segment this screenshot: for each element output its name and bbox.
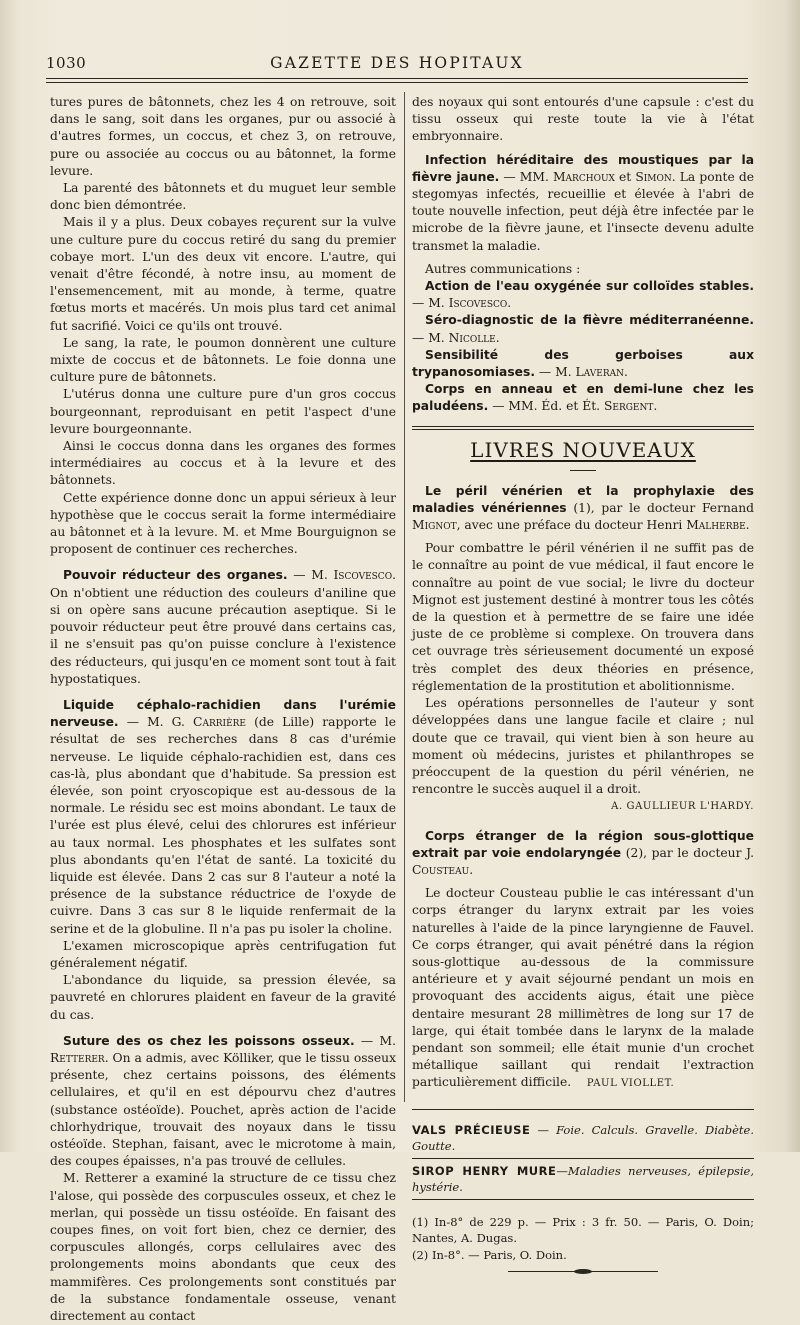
communication-item: Corps en anneau et en demi-lune chez les paludéens. — MM. Éd. et Ét. Sergent. <box>412 382 754 414</box>
section-moustiques: Infection héréditaire des moustiques par la fièvre jaune. — MM. Marchoux et Simon. La ponte de stegomyas infectés, recueillie et élevée à l'abri de toute nouvelle infection, peut déjà être infectée par le microbe de la fièvre jaune, et l'insecte devenu adulte transmet la maladie. <box>412 152 754 253</box>
section-title-livres: LIVRES NOUVEAUX <box>470 437 696 462</box>
paragraph: Pour combattre le péril vénérien il ne suffit pas de le connaître au point de vue médical, il faut encore le connaître au point de vue social; le livre du docteur Mignot est justement destiné à montrer tous les côtés de la question et à permettre de se faire une idée juste de ce problème si complexe. On trouvera dans cet ouvrage très sérieusement documenté un exposé très complet des deux théories en présence, réglementation de la prostitution et abolitionnisme. <box>412 541 754 693</box>
title-rule <box>570 470 596 471</box>
paragraph: Ainsi le coccus donna dans les organes des formes intermédiaires au coccus et à la levure et des bâtonnets. <box>50 439 396 488</box>
ad-rule <box>412 1109 754 1110</box>
page-number: 1030 <box>46 54 87 72</box>
footnote: (1) In-8° de 229 p. — Prix : 3 fr. 50. — Paris, O. Doin; Nantes, A. Dugas. <box>412 1214 754 1246</box>
author-name: Iscovesco <box>333 568 393 583</box>
advertisement-vals: VALS PRÉCIEUSE — Foie. Calculs. Gravelle. Diabète. Goutte. <box>412 1122 754 1153</box>
section-divider <box>412 426 754 430</box>
book-entry-title: Le péril vénérien et la prophylaxie des maladies vénériennes (1), par le docteur Fernand Mignot, avec une préface du docteur Henri Malherbe. <box>412 483 754 533</box>
column-separator <box>404 92 405 1102</box>
author-name: Marchoux <box>552 169 615 184</box>
communication-item: Séro-diagnostic de la fièvre méditerranéenne. — M. Nicolle. <box>412 313 754 345</box>
section-heading: Infection héréditaire des moustiques par la fièvre jaune. <box>412 152 754 184</box>
other-communications-label: Autres communications : <box>425 261 581 276</box>
ad-rule <box>412 1158 754 1159</box>
section-suture: Suture des os chez les poissons osseux. — M. Retterer. On a admis, avec Kölliker, que le tissu osseux présente, chez certains poissons, des éléments cellulaires, et qu'il en est dépourvu chez d'autres (substance ostéoïde). Pouchet, après action de l'acide chlorhydrique, trouvait des noyaux dans le tissu ostéoïde. Stephan, faisant, avec le microtome à main, des coupes épaisses, n'a pas trouvé de cellules. <box>50 1033 397 1169</box>
advertisement-sirop: SIROP HENRY MURE—Maladies nerveuses, épilepsie, hystérie. <box>412 1163 755 1194</box>
ad-rule <box>412 1199 754 1200</box>
paragraph: L'examen microscopique après centrifugation fut généralement négatif. <box>50 938 396 970</box>
header-rule-bottom <box>46 82 748 83</box>
section-heading: Suture des os chez les poissons osseux. <box>63 1033 355 1048</box>
communication-item: Action de l'eau oxygénée sur colloïdes stables. — M. Iscovesco. <box>412 279 754 311</box>
section-liquide: Liquide céphalo-rachidien dans l'urémie nerveuse. — M. G. Carrière (de Lille) rapporte le résultat de ses recherches dans 8 cas d'urémie nerveuse. Le liquide céphalo-rachidien est, dans ces cas-là, plus abondant que d'habitude. Sa pression est élevée, son point cryoscopique est au-dessous de la normale. Le résidu sec est moins abondant. Le taux de l'urée est plus élevé, celui des chlorures est inférieur au taux normal. Les phosphates et les sulfates sont plus abondants qu'en l'état de santé. La toxicité du liquide est élevée. Dans 2 cas sur 8 l'auteur a noté la présence de la substance réductrice de l'oxyde de cuivre. Dans 3 cas sur 8 le liquide renfermait de la serine et de la globuline. Il n'a pas pu isoler la choline. <box>50 697 396 936</box>
paragraph: des noyaux qui sont entourés d'une capsule : c'est du tissu osseux qui reste toute la vie à l'état embryonnaire. <box>412 95 754 144</box>
paragraph: Le sang, la rate, le poumon donnèrent une culture mixte de coccus et de bâtonnets. Le foie donna une culture pure de bâtonnets. <box>50 335 396 385</box>
paragraph: Les opérations personnelles de l'auteur y sont développées dans une langue facile et claire ; nul doute que ce travail, qui vient bien à son heure au moment où médecins, juristes et philanthropes se préoccupent de la question du péril vénérien, ne rencontre le succès auquel il a droit. <box>412 696 754 797</box>
footnote: (2) In-8°. — Paris, O. Doin. <box>412 1247 567 1262</box>
left-column <box>50 94 396 1325</box>
book-entry-title: Corps étranger de la région sous-glottique extrait par voie endolaryngée (2), par le docteur J. Cousteau. <box>412 828 754 877</box>
section-heading: Pouvoir réducteur des organes. <box>63 568 288 583</box>
page-header <box>46 54 748 74</box>
paragraph: tures pures de bâtonnets, chez les 4 on retrouve, soit dans le sang, soit dans les organes, pur ou associé à d'autres formes, un coccus, et chez 3, on retrouve, pure ou associée au coccus ou au bâtonnet, la forme levure. <box>50 95 396 178</box>
paragraph: La parenté des bâtonnets et du muguet leur semble donc bien démontrée. <box>50 181 396 213</box>
communication-item: Sensibilité des gerboises aux trypanosomiases. — M. Laveran. <box>412 347 754 380</box>
right-column <box>412 94 754 1272</box>
author-name: Retterer <box>50 1050 105 1065</box>
review-signature: PAUL VIOLLET. <box>586 1078 675 1090</box>
paragraph: Le docteur Cousteau publie le cas intéressant d'un corps étranger du larynx extrait par les voies naturelles à l'aide de la pince laryngienne de Fauvel. Ce corps étranger, qui avait pénétré dans la région sous-glottique au-dessous de la commissure antérieure et y avait séjourné pendant un mois en provoquant des accidents aigus, était une pièce dentaire mesurant 28 millimètres de long sur 17 de large, qui était tombée dans le larynx de la malade pendant son sommeil; elle était munie d'un crochet métallique saillant qui rendait l'extraction particulièrement difficile. PAUL VIOLLET. <box>412 886 754 1090</box>
paragraph: Mais il y a plus. Deux cobayes reçurent sur la vulve une culture pure du coccus retiré du sang du premier cobaye mort. L'un des deux vit encore. L'autre, qui venait d'être fécondé, à notre insu, au moment de l'ensemencement, mit au monde, à terme, quatre fœtus morts et macérés. Un mois plus tard cet animal fut sacrifié. Voici ce qu'ils ont trouvé. <box>50 215 396 333</box>
paragraph: L'abondance du liquide, sa pression élevée, sa pauvreté en chlorures plaident en faveur de la gravité du cas. <box>50 973 396 1022</box>
author-name: Carrière <box>193 715 246 730</box>
paragraph: L'utérus donna une culture pure d'un gros coccus bourgeonnant, reproduisant en petit l'aspect d'une levure bourgeonnante. <box>50 387 396 436</box>
review-signature: A. GAULLIEUR L'HARDY. <box>611 801 754 813</box>
author-name: Simon <box>635 169 672 184</box>
section-heading: Liquide céphalo-rachidien dans l'urémie nerveuse. <box>50 697 396 730</box>
header-rule-top <box>46 78 748 79</box>
section-reducteur: Pouvoir réducteur des organes. — M. Iscovesco. On n'obtient une réduction des couleurs d'aniline que si on opère sans aucune précaution aseptique. Si le pouvoir réducteur peut être prouvé dans certains cas, il ne s'ensuit pas qu'on puisse conclure à l'existence des réducteurs, qui jusqu'en ce moment sont tout à fait hypostatiques. <box>50 568 396 686</box>
running-title: GAZETTE DES HOPITAUX <box>270 54 524 72</box>
end-ornament <box>508 1271 658 1272</box>
paragraph: M. Retterer a examiné la structure de ce tissu chez l'alose, qui possède des corpuscules osseux, et chez le merlan, qui possède un tissu ostéoïde. En faisant des coupes fines, on voit fort bien, chez ce dernier, des corpuscules allongés, corps cellulaires avec des prolongements moins abondants que ceux des mammifères. Ces prolongements sont constitués par de la substance fondamentale osseuse, venant directement au contact <box>50 1171 396 1324</box>
paragraph: Cette expérience donne donc un appui sérieux à leur hypothèse que le coccus serait la forme intermédiaire au bâtonnet et à la levure. M. et Mme Bourguignon se proposent de continuer ces recherches. <box>50 490 396 557</box>
